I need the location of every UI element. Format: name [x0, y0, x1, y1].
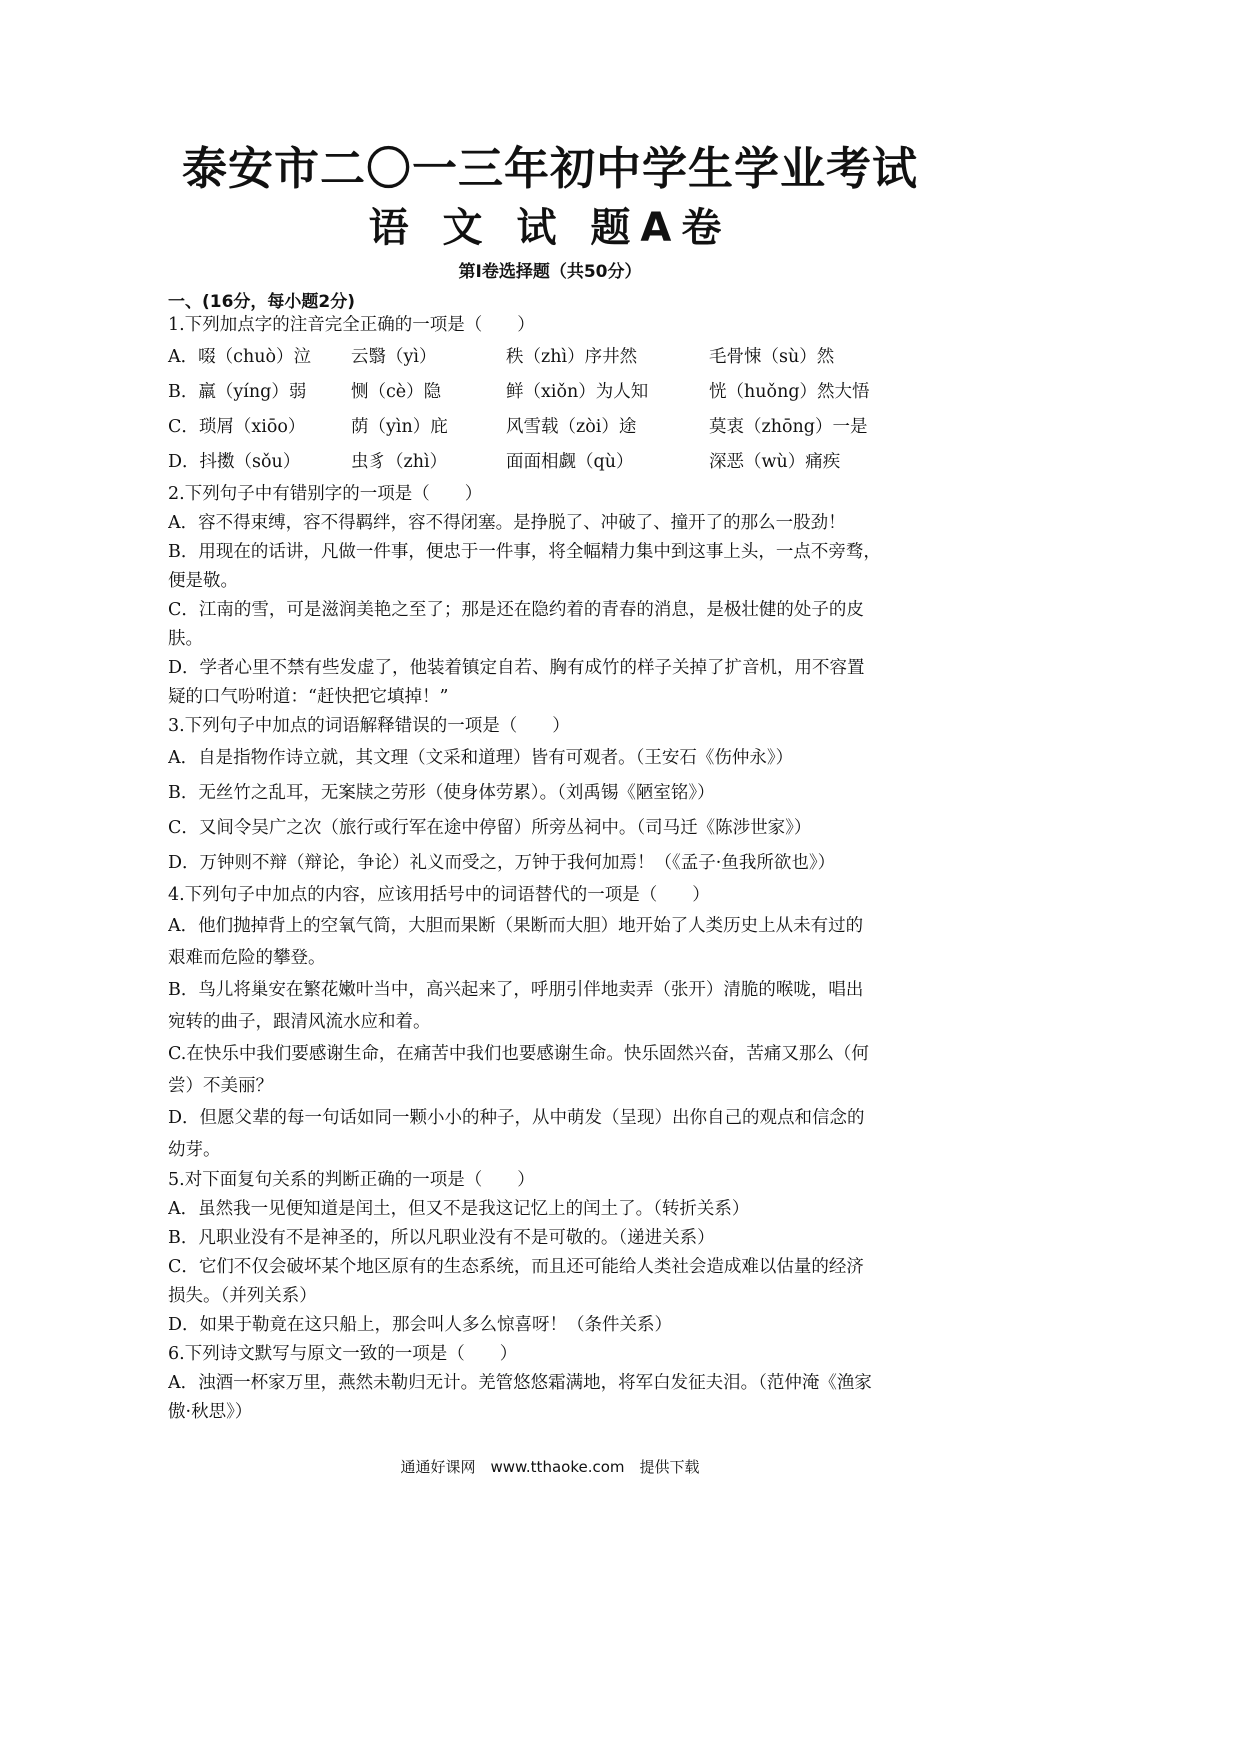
- exam-title: 泰安市二〇一三年初中学生学业考试: [181, 142, 918, 195]
- question-3-line: C．又间令吴广之次（旅行或行军在途中停留）所旁丛祠中。（司马迁《陈涉世家》）: [168, 818, 812, 838]
- option-cell: 秩（zhì）序井然: [506, 347, 638, 367]
- question-5-line: D．如果于勒竟在这只船上，那会叫人多么惊喜呀！（条件关系）: [168, 1315, 673, 1335]
- question-2-line: C．江南的雪，可是滋润美艳之至了；那是还在隐约着的青春的消息，是极壮健的处子的皮: [168, 600, 864, 620]
- option-cell: 恻（cè）隐: [351, 382, 442, 402]
- question-1-option-row: [168, 375, 943, 410]
- option-cell: C．琐屑（xiōo）: [168, 417, 306, 437]
- option-cell: 虫豸（zhì）: [351, 452, 448, 472]
- question-3-line: B．无丝竹之乱耳，无案牍之劳形（使身体劳累）。（刘禹锡《陋室铭》）: [168, 783, 715, 803]
- option-cell: 风雪载（zòi）途: [506, 417, 637, 437]
- question-2-line: 肤。: [168, 629, 203, 649]
- question-2-line: A．容不得束缚，容不得羁绊，容不得闭塞。是挣脱了、冲破了、撞开了的那么一股劲！: [168, 513, 846, 533]
- question-5-line: 损失。（并列关系）: [168, 1286, 317, 1306]
- option-cell: D．抖擞（sǒu）: [168, 452, 301, 472]
- question-2-line: B．用现在的话讲，凡做一件事，便忠于一件事，将全幅精力集中到这事上头，一点不旁骛，: [168, 542, 881, 562]
- option-cell: 恍（huǒng）然大悟: [709, 382, 870, 402]
- questions-body: [168, 311, 943, 1427]
- question-4-line: 宛转的曲子，跟清风流水应和着。: [168, 1012, 431, 1032]
- question-1-stem: 1.下列加点字的注音完全正确的一项是（ ）: [168, 315, 535, 335]
- question-4-line: A．他们抛掉背上的空氧气筒，大胆而果断（果断而大胆）地开始了人类历史上从未有过的: [168, 916, 864, 936]
- question-4-line: D．但愿父辈的每一句话如同一颗小小的种子，从中萌发（呈现）出你自己的观点和信念的: [168, 1108, 865, 1128]
- question-4-line: 幼芽。: [168, 1140, 221, 1160]
- question-2-stem: 2.下列句子中有错别字的一项是（ ）: [168, 484, 483, 504]
- part-heading: 一、(16分，每小题2分): [168, 292, 356, 312]
- question-2-line: D．学者心里不禁有些发虚了，他装着镇定自若、胸有成竹的样子关掉了扩音机，用不容置: [168, 658, 865, 678]
- option-cell: 面面相觑（qù）: [506, 452, 634, 472]
- question-5-line: C．它们不仅会破坏某个地区原有的生态系统，而且还可能给人类社会造成难以估量的经济: [168, 1257, 864, 1277]
- question-4-line: B．鸟儿将巢安在繁花嫩叶当中，高兴起来了，呼朋引伴地卖弄（张开）清脆的喉咙，唱出: [168, 980, 864, 1000]
- question-1-option-row: [168, 410, 943, 445]
- question-6-line: 傲·秋思》）: [168, 1402, 253, 1422]
- question-5-line: A．虽然我一见便知道是闰土，但又不是我这记忆上的闰土了。（转折关系）: [168, 1199, 750, 1219]
- exam-subtitle: 语 文 试 题A卷: [368, 205, 732, 251]
- question-5-stem: 5.对下面复句关系的判断正确的一项是（ ）: [168, 1170, 535, 1190]
- option-cell: 莫衷（zhōng）一是: [709, 417, 868, 437]
- question-2-line: 便是敬。: [168, 571, 238, 591]
- option-cell: B．羸（yíng）弱: [168, 382, 307, 402]
- section-title: 第Ⅰ卷选择题（共50分）: [458, 262, 642, 282]
- option-cell: A．啜（chuò）泣: [168, 347, 312, 367]
- question-5-line: B．凡职业没有不是神圣的，所以凡职业没有不是可敬的。（递进关系）: [168, 1228, 715, 1248]
- option-cell: 深恶（wù）痛疾: [709, 452, 841, 472]
- option-cell: 云翳（yì）: [351, 347, 437, 367]
- question-1-option-row: [168, 445, 943, 480]
- question-4-line: 尝）不美丽？: [168, 1076, 273, 1096]
- question-3-line: A．自是指物作诗立就，其文理（文采和道理）皆有可观者。（王安石《伤仲永》）: [168, 748, 794, 768]
- question-3-line: D．万钟则不辩（辩论，争论）礼义而受之，万钟于我何加焉！（《孟子·鱼我所欲也》）: [168, 853, 836, 873]
- question-6-line: A．浊酒一杯家万里，燕然未勒归无计。羌管悠悠霜满地，将军白发征夫泪。（范仲淹《渔家: [168, 1373, 872, 1393]
- footer-credit: 通通好课网 www.tthaoke.com 提供下载: [400, 1458, 700, 1476]
- question-3-stem: 3.下列句子中加点的词语解释错误的一项是（ ）: [168, 716, 570, 736]
- question-4-stem: 4.下列句子中加点的内容，应该用括号中的词语替代的一项是（ ）: [168, 885, 710, 905]
- option-cell: 毛骨悚（sù）然: [709, 347, 835, 367]
- option-cell: 荫（yìn）庇: [351, 417, 448, 437]
- question-6-stem: 6.下列诗文默写与原文一致的一项是（ ）: [168, 1344, 518, 1364]
- option-cell: 鲜（xiǒn）为人知: [506, 382, 649, 402]
- question-4-line: C.在快乐中我们要感谢生命，在痛苦中我们也要感谢生命。快乐固然兴奋，苦痛又那么（何: [168, 1044, 869, 1064]
- question-1-option-row: [168, 340, 943, 375]
- question-4-line: 艰难而危险的攀登。: [168, 948, 326, 968]
- question-2-line: 疑的口气吩咐道：“赶快把它填掉！”: [168, 687, 449, 707]
